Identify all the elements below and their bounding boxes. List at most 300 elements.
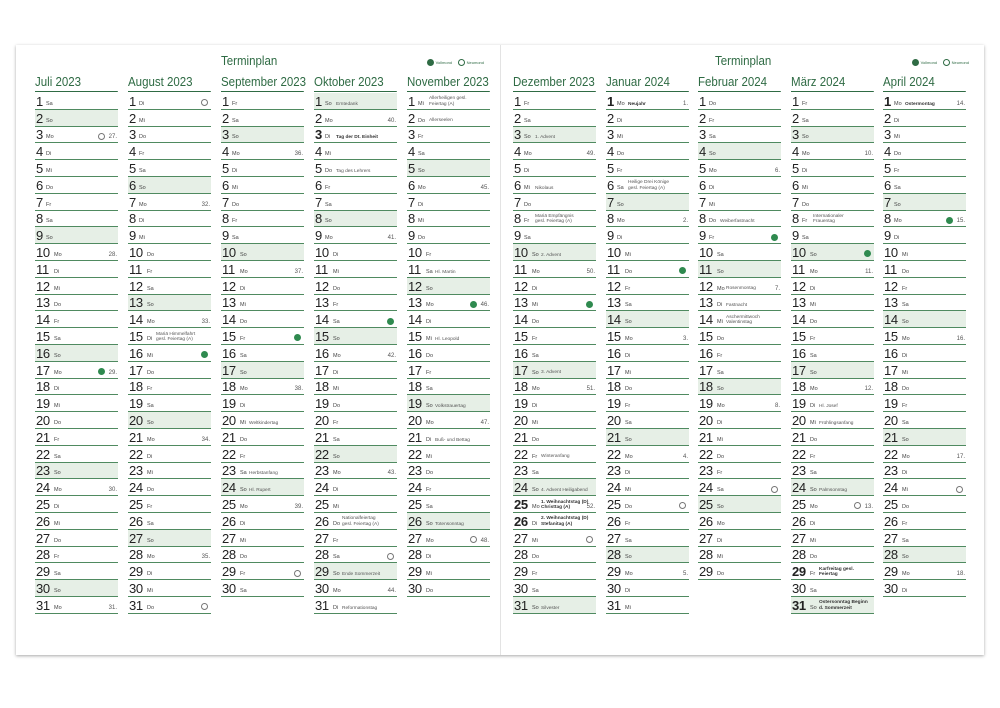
day-row[interactable] <box>883 194 966 211</box>
day-row[interactable] <box>314 580 397 597</box>
day-row[interactable] <box>606 597 689 614</box>
day-row[interactable] <box>128 563 211 580</box>
day-row[interactable] <box>221 395 304 412</box>
day-row[interactable] <box>128 479 211 496</box>
day-row[interactable] <box>314 563 397 580</box>
day-row[interactable] <box>314 328 397 345</box>
day-row[interactable] <box>883 295 966 312</box>
day-row[interactable] <box>221 261 304 278</box>
day-row[interactable] <box>698 379 781 396</box>
day-row[interactable] <box>606 110 689 127</box>
day-row[interactable] <box>128 362 211 379</box>
day-row[interactable] <box>606 278 689 295</box>
day-row[interactable] <box>407 479 490 496</box>
day-row[interactable] <box>606 412 689 429</box>
day-row[interactable] <box>221 311 304 328</box>
day-row[interactable] <box>606 143 689 160</box>
day-row[interactable] <box>221 547 304 564</box>
day-row[interactable] <box>221 412 304 429</box>
day-row[interactable] <box>221 211 304 228</box>
day-row[interactable] <box>698 530 781 547</box>
day-row[interactable] <box>128 93 211 110</box>
day-row[interactable] <box>698 547 781 564</box>
day-row[interactable] <box>128 513 211 530</box>
day-row[interactable] <box>221 295 304 312</box>
day-row[interactable] <box>128 530 211 547</box>
day-row[interactable] <box>513 597 596 614</box>
day-row[interactable] <box>314 479 397 496</box>
day-row[interactable] <box>513 110 596 127</box>
day-row[interactable] <box>221 479 304 496</box>
day-row[interactable] <box>698 127 781 144</box>
day-row[interactable] <box>128 278 211 295</box>
day-row[interactable] <box>883 530 966 547</box>
day-row[interactable] <box>407 429 490 446</box>
day-row[interactable] <box>513 328 596 345</box>
day-row[interactable] <box>35 362 118 379</box>
day-row[interactable] <box>791 127 874 144</box>
day-row[interactable] <box>35 496 118 513</box>
day-row[interactable] <box>35 160 118 177</box>
day-row[interactable] <box>221 127 304 144</box>
day-row[interactable] <box>35 194 118 211</box>
day-row[interactable] <box>35 513 118 530</box>
day-row[interactable] <box>35 547 118 564</box>
day-row[interactable] <box>221 362 304 379</box>
day-row[interactable] <box>407 110 490 127</box>
day-row[interactable] <box>407 194 490 211</box>
day-row[interactable] <box>221 227 304 244</box>
day-row[interactable] <box>698 244 781 261</box>
day-row[interactable] <box>128 143 211 160</box>
day-row[interactable] <box>791 177 874 194</box>
day-row[interactable] <box>221 194 304 211</box>
day-row[interactable] <box>35 127 118 144</box>
day-row[interactable] <box>513 345 596 362</box>
day-row[interactable] <box>698 261 781 278</box>
day-row[interactable] <box>128 412 211 429</box>
day-row[interactable] <box>314 261 397 278</box>
day-row[interactable] <box>407 93 490 110</box>
day-row[interactable] <box>698 345 781 362</box>
day-row[interactable] <box>221 93 304 110</box>
day-row[interactable] <box>35 563 118 580</box>
day-row[interactable] <box>221 244 304 261</box>
day-row[interactable] <box>883 395 966 412</box>
day-row[interactable] <box>128 395 211 412</box>
day-row[interactable] <box>128 345 211 362</box>
day-row[interactable] <box>883 278 966 295</box>
day-row[interactable] <box>513 513 596 530</box>
day-row[interactable] <box>698 463 781 480</box>
day-row[interactable] <box>513 127 596 144</box>
day-row[interactable] <box>221 177 304 194</box>
day-row[interactable] <box>606 261 689 278</box>
day-row[interactable] <box>407 244 490 261</box>
day-row[interactable] <box>314 295 397 312</box>
day-row[interactable] <box>883 110 966 127</box>
day-row[interactable] <box>883 379 966 396</box>
day-row[interactable] <box>698 563 781 580</box>
day-row[interactable] <box>513 143 596 160</box>
day-row[interactable] <box>791 160 874 177</box>
day-row[interactable] <box>128 446 211 463</box>
day-row[interactable] <box>698 194 781 211</box>
day-row[interactable] <box>314 412 397 429</box>
day-row[interactable] <box>883 362 966 379</box>
day-row[interactable] <box>791 261 874 278</box>
day-row[interactable] <box>513 379 596 396</box>
day-row[interactable] <box>35 143 118 160</box>
day-row[interactable] <box>606 513 689 530</box>
day-row[interactable] <box>221 496 304 513</box>
day-row[interactable] <box>698 143 781 160</box>
day-row[interactable] <box>128 227 211 244</box>
day-row[interactable] <box>407 362 490 379</box>
day-row[interactable] <box>35 211 118 228</box>
day-row[interactable] <box>314 194 397 211</box>
day-row[interactable] <box>513 244 596 261</box>
day-row[interactable] <box>221 143 304 160</box>
day-row[interactable] <box>128 244 211 261</box>
day-row[interactable] <box>606 547 689 564</box>
day-row[interactable] <box>407 580 490 597</box>
day-row[interactable] <box>513 278 596 295</box>
day-row[interactable] <box>791 580 874 597</box>
day-row[interactable] <box>35 580 118 597</box>
day-row[interactable] <box>35 278 118 295</box>
day-row[interactable] <box>128 496 211 513</box>
day-row[interactable] <box>883 463 966 480</box>
day-row[interactable] <box>513 261 596 278</box>
day-row[interactable] <box>407 379 490 396</box>
day-row[interactable] <box>407 446 490 463</box>
day-row[interactable] <box>314 160 397 177</box>
day-row[interactable] <box>35 328 118 345</box>
day-row[interactable] <box>513 479 596 496</box>
day-row[interactable] <box>407 177 490 194</box>
day-row[interactable] <box>407 227 490 244</box>
day-row[interactable] <box>314 513 397 530</box>
day-row[interactable] <box>883 244 966 261</box>
day-row[interactable] <box>35 530 118 547</box>
day-row[interactable] <box>791 547 874 564</box>
day-row[interactable] <box>606 496 689 513</box>
day-row[interactable] <box>314 379 397 396</box>
day-row[interactable] <box>513 295 596 312</box>
day-row[interactable] <box>883 211 966 228</box>
day-row[interactable] <box>35 110 118 127</box>
day-row[interactable] <box>606 211 689 228</box>
day-row[interactable] <box>314 211 397 228</box>
day-row[interactable] <box>791 463 874 480</box>
day-row[interactable] <box>513 160 596 177</box>
day-row[interactable] <box>883 311 966 328</box>
day-row[interactable] <box>606 194 689 211</box>
day-row[interactable] <box>791 496 874 513</box>
day-row[interactable] <box>513 362 596 379</box>
day-row[interactable] <box>35 93 118 110</box>
day-row[interactable] <box>35 295 118 312</box>
day-row[interactable] <box>314 446 397 463</box>
day-row[interactable] <box>791 563 874 580</box>
day-row[interactable] <box>35 261 118 278</box>
day-row[interactable] <box>221 429 304 446</box>
day-row[interactable] <box>314 345 397 362</box>
day-row[interactable] <box>606 160 689 177</box>
day-row[interactable] <box>698 513 781 530</box>
day-row[interactable] <box>791 211 874 228</box>
day-row[interactable] <box>221 463 304 480</box>
day-row[interactable] <box>314 429 397 446</box>
day-row[interactable] <box>314 496 397 513</box>
day-row[interactable] <box>606 530 689 547</box>
day-row[interactable] <box>128 311 211 328</box>
day-row[interactable] <box>314 311 397 328</box>
day-row[interactable] <box>221 563 304 580</box>
day-row[interactable] <box>314 278 397 295</box>
day-row[interactable] <box>314 597 397 614</box>
day-row[interactable] <box>698 295 781 312</box>
day-row[interactable] <box>513 194 596 211</box>
day-row[interactable] <box>513 446 596 463</box>
day-row[interactable] <box>606 93 689 110</box>
day-row[interactable] <box>791 412 874 429</box>
day-row[interactable] <box>791 530 874 547</box>
day-row[interactable] <box>698 110 781 127</box>
day-row[interactable] <box>128 547 211 564</box>
day-row[interactable] <box>791 362 874 379</box>
day-row[interactable] <box>128 177 211 194</box>
day-row[interactable] <box>221 580 304 597</box>
day-row[interactable] <box>128 261 211 278</box>
day-row[interactable] <box>606 362 689 379</box>
day-row[interactable] <box>698 311 781 328</box>
day-row[interactable] <box>35 227 118 244</box>
day-row[interactable] <box>221 345 304 362</box>
day-row[interactable] <box>35 463 118 480</box>
day-row[interactable] <box>791 429 874 446</box>
day-row[interactable] <box>128 328 211 345</box>
day-row[interactable] <box>883 563 966 580</box>
day-row[interactable] <box>698 446 781 463</box>
day-row[interactable] <box>883 345 966 362</box>
day-row[interactable] <box>35 446 118 463</box>
day-row[interactable] <box>606 580 689 597</box>
day-row[interactable] <box>407 311 490 328</box>
day-row[interactable] <box>606 463 689 480</box>
day-row[interactable] <box>407 530 490 547</box>
day-row[interactable] <box>407 496 490 513</box>
day-row[interactable] <box>883 429 966 446</box>
day-row[interactable] <box>407 547 490 564</box>
day-row[interactable] <box>128 127 211 144</box>
day-row[interactable] <box>606 563 689 580</box>
day-row[interactable] <box>35 177 118 194</box>
day-row[interactable] <box>883 143 966 160</box>
day-row[interactable] <box>221 513 304 530</box>
day-row[interactable] <box>513 177 596 194</box>
day-row[interactable] <box>883 479 966 496</box>
day-row[interactable] <box>698 395 781 412</box>
day-row[interactable] <box>698 362 781 379</box>
day-row[interactable] <box>407 328 490 345</box>
day-row[interactable] <box>221 446 304 463</box>
day-row[interactable] <box>513 311 596 328</box>
day-row[interactable] <box>513 463 596 480</box>
day-row[interactable] <box>128 379 211 396</box>
day-row[interactable] <box>791 143 874 160</box>
day-row[interactable] <box>791 328 874 345</box>
day-row[interactable] <box>128 463 211 480</box>
day-row[interactable] <box>314 547 397 564</box>
day-row[interactable] <box>791 513 874 530</box>
day-row[interactable] <box>314 362 397 379</box>
day-row[interactable] <box>791 295 874 312</box>
day-row[interactable] <box>513 227 596 244</box>
day-row[interactable] <box>698 177 781 194</box>
day-row[interactable] <box>883 513 966 530</box>
day-row[interactable] <box>513 563 596 580</box>
day-row[interactable] <box>35 479 118 496</box>
day-row[interactable] <box>128 295 211 312</box>
day-row[interactable] <box>128 580 211 597</box>
day-row[interactable] <box>407 261 490 278</box>
day-row[interactable] <box>606 379 689 396</box>
day-row[interactable] <box>407 278 490 295</box>
day-row[interactable] <box>883 580 966 597</box>
day-row[interactable] <box>791 93 874 110</box>
day-row[interactable] <box>221 160 304 177</box>
day-row[interactable] <box>698 412 781 429</box>
day-row[interactable] <box>791 597 874 614</box>
day-row[interactable] <box>883 177 966 194</box>
day-row[interactable] <box>35 345 118 362</box>
day-row[interactable] <box>314 127 397 144</box>
day-row[interactable] <box>314 244 397 261</box>
day-row[interactable] <box>35 412 118 429</box>
day-row[interactable] <box>791 194 874 211</box>
day-row[interactable] <box>791 446 874 463</box>
day-row[interactable] <box>883 547 966 564</box>
day-row[interactable] <box>513 547 596 564</box>
day-row[interactable] <box>698 160 781 177</box>
day-row[interactable] <box>606 395 689 412</box>
day-row[interactable] <box>513 429 596 446</box>
day-row[interactable] <box>35 379 118 396</box>
day-row[interactable] <box>883 93 966 110</box>
day-row[interactable] <box>314 227 397 244</box>
day-row[interactable] <box>407 345 490 362</box>
day-row[interactable] <box>314 93 397 110</box>
day-row[interactable] <box>883 496 966 513</box>
day-row[interactable] <box>606 227 689 244</box>
day-row[interactable] <box>314 177 397 194</box>
day-row[interactable] <box>698 479 781 496</box>
day-row[interactable] <box>791 379 874 396</box>
day-row[interactable] <box>221 278 304 295</box>
day-row[interactable] <box>35 597 118 614</box>
day-row[interactable] <box>791 244 874 261</box>
day-row[interactable] <box>513 412 596 429</box>
day-row[interactable] <box>513 496 596 513</box>
day-row[interactable] <box>606 244 689 261</box>
day-row[interactable] <box>407 143 490 160</box>
day-row[interactable] <box>883 127 966 144</box>
day-row[interactable] <box>407 395 490 412</box>
day-row[interactable] <box>791 311 874 328</box>
day-row[interactable] <box>513 395 596 412</box>
day-row[interactable] <box>791 110 874 127</box>
day-row[interactable] <box>221 530 304 547</box>
day-row[interactable] <box>35 395 118 412</box>
day-row[interactable] <box>883 446 966 463</box>
day-row[interactable] <box>698 278 781 295</box>
day-row[interactable] <box>791 278 874 295</box>
day-row[interactable] <box>606 127 689 144</box>
day-row[interactable] <box>791 345 874 362</box>
day-row[interactable] <box>407 563 490 580</box>
day-row[interactable] <box>883 261 966 278</box>
day-row[interactable] <box>698 227 781 244</box>
day-row[interactable] <box>883 227 966 244</box>
day-row[interactable] <box>128 160 211 177</box>
day-row[interactable] <box>883 160 966 177</box>
day-row[interactable] <box>314 530 397 547</box>
day-row[interactable] <box>606 311 689 328</box>
day-row[interactable] <box>314 463 397 480</box>
day-row[interactable] <box>883 412 966 429</box>
day-row[interactable] <box>606 177 689 194</box>
day-row[interactable] <box>513 211 596 228</box>
day-row[interactable] <box>314 110 397 127</box>
day-row[interactable] <box>698 211 781 228</box>
day-row[interactable] <box>128 194 211 211</box>
day-row[interactable] <box>883 328 966 345</box>
day-row[interactable] <box>128 211 211 228</box>
day-row[interactable] <box>35 429 118 446</box>
day-row[interactable] <box>221 328 304 345</box>
day-row[interactable] <box>128 429 211 446</box>
day-row[interactable] <box>606 345 689 362</box>
day-row[interactable] <box>606 446 689 463</box>
day-row[interactable] <box>606 479 689 496</box>
day-row[interactable] <box>698 496 781 513</box>
day-row[interactable] <box>791 395 874 412</box>
day-row[interactable] <box>407 295 490 312</box>
day-row[interactable] <box>407 463 490 480</box>
day-row[interactable] <box>128 597 211 614</box>
day-row[interactable] <box>221 379 304 396</box>
day-row[interactable] <box>698 93 781 110</box>
day-row[interactable] <box>606 295 689 312</box>
day-row[interactable] <box>606 328 689 345</box>
day-row[interactable] <box>407 412 490 429</box>
day-row[interactable] <box>128 110 211 127</box>
day-row[interactable] <box>606 429 689 446</box>
day-row[interactable] <box>791 479 874 496</box>
day-row[interactable] <box>407 211 490 228</box>
day-row[interactable] <box>314 143 397 160</box>
day-row[interactable] <box>698 328 781 345</box>
day-row[interactable] <box>35 244 118 261</box>
day-row[interactable] <box>407 160 490 177</box>
day-row[interactable] <box>513 580 596 597</box>
day-row[interactable] <box>221 110 304 127</box>
day-row[interactable] <box>407 127 490 144</box>
day-row[interactable] <box>35 311 118 328</box>
day-row[interactable] <box>513 530 596 547</box>
